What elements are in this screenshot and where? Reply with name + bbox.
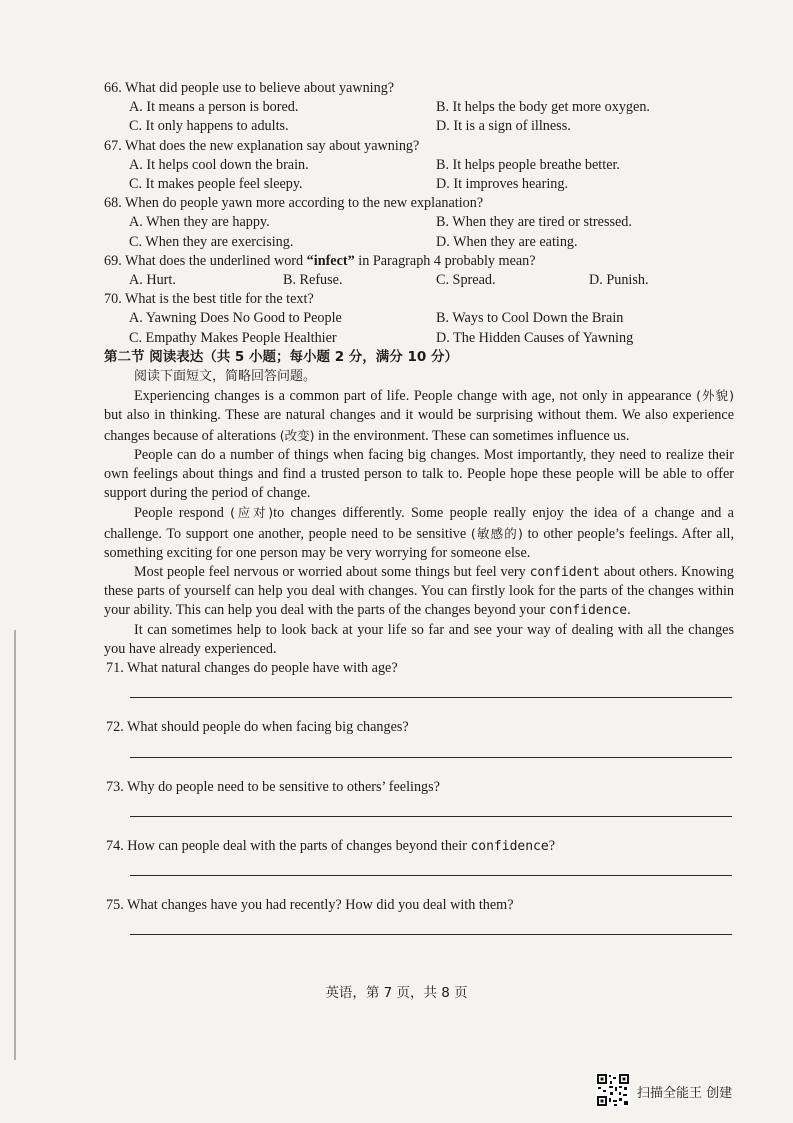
option-70c: C. Empathy Makes People Healthier [129,329,337,346]
option-68d: D. When they are eating. [436,233,578,250]
option-67b: B. It helps people breathe better. [436,156,620,173]
option-67c: C. It makes people feel sleepy. [129,176,303,193]
question-74 [104,837,734,856]
question-68: 68. When do people yawn more according to the new explanation? [104,195,484,212]
question-74-word: confidence [470,838,549,854]
p1-text-b: but also in thinking. These are natural changes and it would be surprising without them. We also experience changes because of alterations [104,407,734,444]
p3-gloss-sensitive: (敏感的) [470,525,523,541]
p3-text-c: to other people’s feelings. After all, something exciting for one person may be very worrying for someone else. [104,525,734,561]
option-69c: C. Spread. [436,272,496,289]
qr-code-icon [596,1073,630,1107]
option-68a: A. When they are happy. [129,214,270,231]
p1-gloss-appearance: (外貌) [696,388,734,404]
p4-text-b: about others. Knowing these parts of yourself can help you deal with changes. You can firstly look for the parts of the changes within your ability. This can help you deal with the parts of the changes beyond your [104,564,734,619]
option-69a: A. Hurt. [129,272,176,289]
question-66: 66. What did people use to believe about yawning? [104,80,395,96]
option-67a: A. It helps cool down the brain. [129,156,309,173]
option-68b: B. When they are tired or stressed. [436,214,632,231]
p3-text-a: People respond [134,505,231,522]
question-69-word: “infect” [306,252,355,269]
question-67: 67. What does the new explanation say about yawning? [104,137,420,154]
question-75: 75. What changes have you had recently? How did you deal with them? [106,896,514,913]
p4-word-confident: confident [529,565,601,581]
question-71: 71. What natural changes do people have with age? [106,660,398,677]
option-66a: A. It means a person is bored. [129,99,299,116]
option-70b: B. Ways to Cool Down the Brain [436,310,624,327]
passage-paragraph-1 [104,386,734,446]
question-69-text-before: 69. What does the underlined word [104,252,307,269]
page-footer: 英语，第 7 页，共 8 页 [325,985,468,1001]
question-66-options [104,98,734,136]
passage-paragraph-5: It can sometimes help to look back at your life so far and see your way of dealing with all the changes you have already experienced. [104,621,734,657]
option-66b: B. It helps the body get more oxygen. [436,99,650,116]
option-69d: D. Punish. [589,272,649,289]
p1-text-c: in the environment. These can sometimes influence us. [314,427,630,444]
question-69-options [104,271,734,290]
question-74-text-b: ? [548,837,556,854]
answer-line-74[interactable] [130,856,732,876]
p1-gloss-alterations: (改变) [279,427,315,443]
passage-paragraph-2: People can do a number of things when facing big changes. Most importantly, they need to realize their own feelings about things and find a trusted person to talk to. People hope these people will be able to offer support during the period of change. [104,446,734,502]
option-68c: C. When they are exercising. [129,233,294,250]
scanner-watermark: 扫描全能王 创建 [637,1086,733,1101]
passage-paragraph-3 [104,503,734,563]
p3-gloss-respond: (应对) [230,505,274,521]
section-instruction: 阅读下面短文，简略回答问题。 [134,369,317,385]
exam-content [104,79,734,955]
answer-line-72[interactable] [130,738,732,758]
p1-text-a: Experiencing changes is a common part of life. People change with age, not only in appearance [134,388,697,405]
option-70d: D. The Hidden Causes of Yawning [436,329,634,346]
question-69-text-after: in Paragraph 4 probably mean? [354,252,536,269]
question-67-options [104,156,734,194]
answer-line-73[interactable] [130,797,732,817]
answer-line-75[interactable] [130,915,732,935]
section-heading: 第二节 阅读表达（共 5 小题；每小题 2 分，满分 10 分） [104,348,458,365]
option-66c: C. It only happens to adults. [129,118,289,135]
question-70-options [104,309,734,347]
p4-text-c: . [627,602,631,619]
option-70a: A. Yawning Does No Good to People [129,310,342,327]
p4-text-a: Most people feel nervous or worried about some things but feel very [134,564,530,581]
option-69b: B. Refuse. [283,272,343,289]
question-73: 73. Why do people need to be sensitive to others’ feelings? [106,778,440,795]
option-66d: D. It is a sign of illness. [436,118,571,135]
p4-word-confidence: confidence [548,603,628,619]
question-68-options [104,213,734,251]
question-72: 72. What should people do when facing big changes? [106,719,409,736]
question-70: 70. What is the best title for the text? [104,291,314,308]
question-74-text-a: 74. How can people deal with the parts of changes beyond their [106,837,471,854]
p3-text-b: to changes differently. Some people really enjoy the idea of a change and a challenge. To support one another, people need to be sensitive [104,505,734,542]
question-69 [104,252,734,271]
answer-line-71[interactable] [130,678,732,698]
option-67d: D. It improves hearing. [436,176,568,193]
passage-paragraph-4 [104,563,734,621]
